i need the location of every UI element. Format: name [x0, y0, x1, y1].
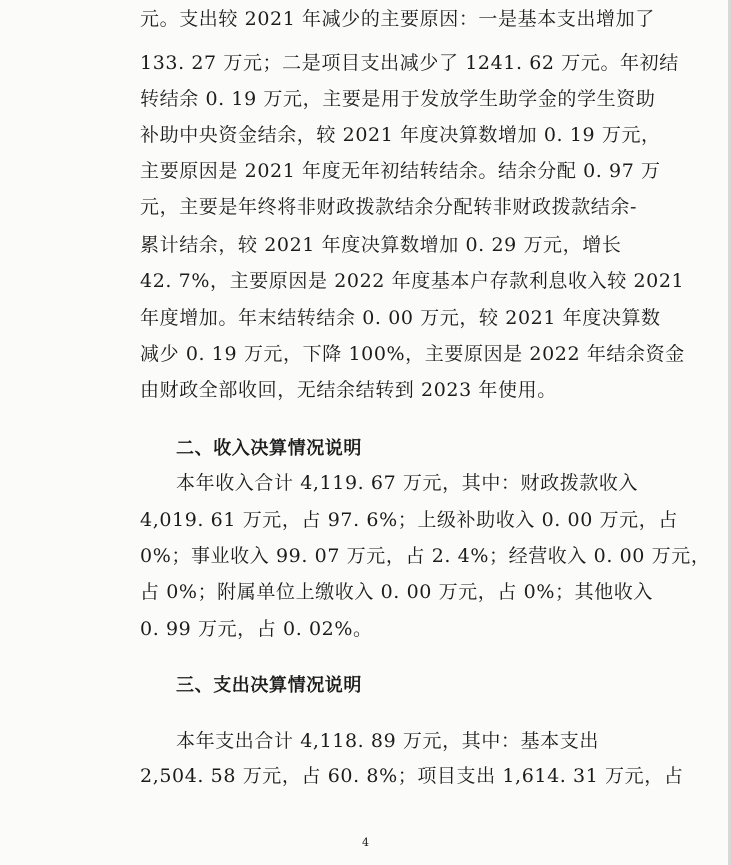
page-number: 4	[362, 836, 369, 849]
paragraph-line: 本年收入合计 4,119. 67 万元，其中：财政拨款收入	[176, 472, 639, 494]
section-heading-income: 二、收入决算情况说明	[176, 438, 362, 459]
paragraph-line: 元。支出较 2021 年减少的主要原因：一是基本支出增加了	[140, 8, 655, 30]
paragraph-line: 0%；事业收入 99. 07 万元，占 2. 4%；经营收入 0. 00 万元，	[140, 545, 711, 567]
paragraph-line: 元，主要是年终将非财政拨款结余分配转非财政拨款结余-	[140, 196, 638, 218]
paragraph-line: 减少 0. 19 万元，下降 100%，主要原因是 2022 年结余资金	[140, 343, 685, 365]
paragraph-line: 2,504. 58 万元，占 60. 8%；项目支出 1,614. 31 万元，占	[140, 765, 684, 787]
paragraph-line: 由财政全部收回，无结余结转到 2023 年使用。	[140, 379, 557, 401]
paragraph-line: 0. 99 万元，占 0. 02%。	[140, 618, 373, 640]
paragraph-line: 补助中央资金结余，较 2021 年度决算数增加 0. 19 万元，	[140, 124, 661, 146]
section-heading-expenditure: 三、支出决算情况说明	[176, 675, 362, 696]
paragraph-line: 本年支出合计 4,118. 89 万元，其中：基本支出	[176, 730, 599, 752]
paragraph-line: 42. 7%，主要原因是 2022 年度基本户存款利息收入较 2021	[140, 270, 685, 292]
paragraph-line: 累计结余，较 2021 年度决算数增加 0. 29 万元，增长	[140, 234, 622, 256]
paragraph-line: 4,019. 61 万元，占 97. 6%；上级补助收入 0. 00 万元，占	[140, 509, 678, 531]
paragraph-line: 年度增加。年末结转结余 0. 00 万元，较 2021 年度决算数	[140, 307, 661, 329]
paragraph-line: 133. 27 万元；二是项目支出减少了 1241. 62 万元。年初结	[140, 52, 679, 74]
paragraph-line: 主要原因是 2021 年度无年初结转结余。结余分配 0. 97 万	[140, 160, 661, 182]
paragraph-line: 转结余 0. 19 万元，主要是用于发放学生助学金的学生资助	[140, 88, 656, 110]
paragraph-line: 占 0%；附属单位上缴收入 0. 00 万元，占 0%；其他收入	[140, 581, 653, 603]
